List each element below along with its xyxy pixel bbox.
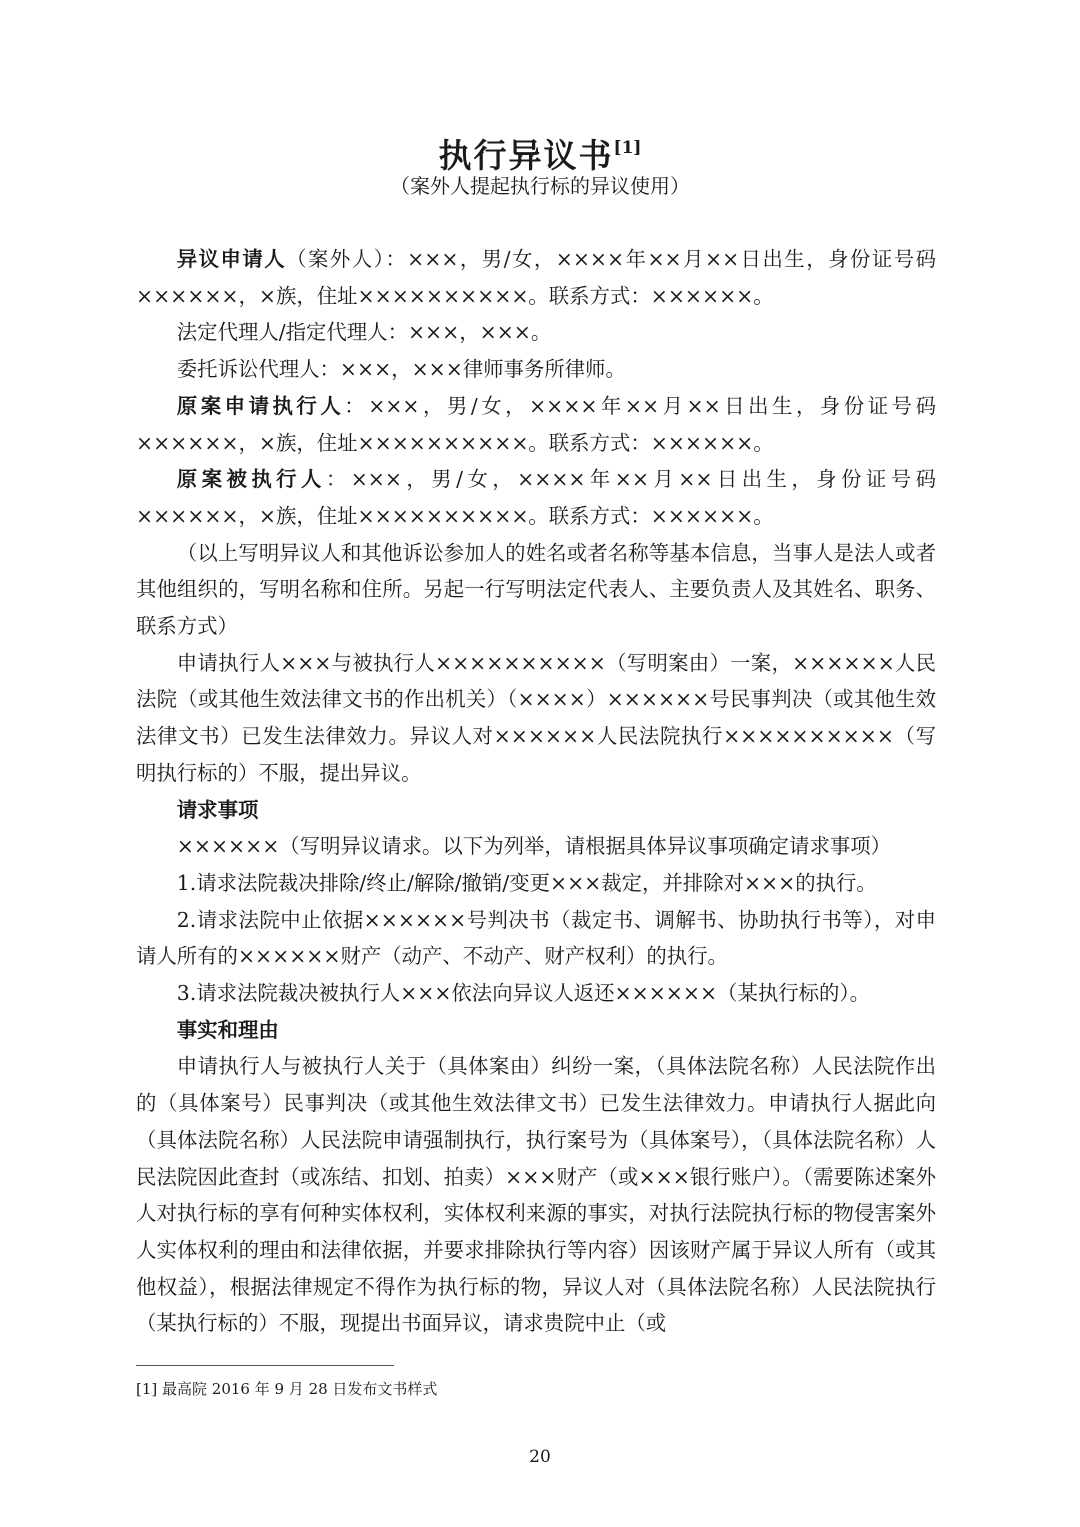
legal-representative-paragraph: 法定代理人/指定代理人：×××，×××。	[176, 320, 552, 345]
title-footnote-ref: [1]	[613, 138, 642, 158]
original-respondent-details: ：×××，男/女，××××年××月××日出生，身份证号码××××××，×族，住址××××××××××。联系方式：××××××。	[136, 467, 937, 528]
original-applicant-paragraph	[136, 388, 936, 461]
original-respondent-paragraph	[136, 461, 936, 534]
original-applicant-label: 原案申请执行人	[176, 393, 345, 418]
footnote: [1] 最高院 2016 年 9 月 28 日发布文书样式	[136, 1380, 438, 1398]
footnote-divider	[136, 1365, 394, 1366]
applicant-details: （案外人）：×××，男/女，××××年××月××日出生，身份证号码××××××，×族，住址××××××××××。联系方式：××××××。	[136, 247, 936, 308]
applicant-paragraph	[136, 241, 936, 314]
facts-paragraph: 申请执行人与被执行人关于（具体案由）纠纷一案，（具体法院名称）人民法院作出的（具体案号）民事判决（或其他生效法律文书）已发生法律效力。申请执行人据此向（具体法院名称）人民法院申请强制执行，执行案号为（具体案号），（具体法院名称）人民法院因此查封（或冻结、扣划、拍卖）×××财产（或×××银行账户）。（需要陈述案外人对执行标的享有何种实体权利，实体权利来源的事实，对执行法院执行标的物侵害案外人实体权利的理由和法律依据，并要求排除执行等内容）因该财产属于异议人所有（或其他权益），根据法律规定不得作为执行标的物，异议人对（具体法院名称）人民法院执行（某执行标的）不服，现提出书面异议，请求贵院中止（或	[136, 1054, 936, 1336]
applicant-label: 异议申请人	[176, 247, 287, 271]
requests-heading: 请求事项	[176, 797, 259, 822]
facts-heading: 事实和理由	[176, 1017, 279, 1042]
page-number: 20	[529, 1447, 551, 1467]
request-item-1: 1.请求法院裁决排除/终止/解除/撤销/变更×××裁定，并排除对×××的执行。	[176, 870, 877, 895]
case-intro-paragraph: 申请执行人×××与被执行人××××××××××（写明案由）一案，××××××人民法院（或其他生效法律文书的作出机关）（××××）××××××号民事判决（或其他生效法律文书）已发生法律效力。异议人对××××××人民法院执行××××××××××（写明执行标的）不服，提出异议。	[136, 650, 936, 785]
original-respondent-label: 原案被执行人	[176, 467, 326, 492]
document-body	[136, 241, 936, 1342]
requests-intro: ××××××（写明异议请求。以下为列举，请根据具体异议事项确定请求事项）	[176, 834, 892, 859]
original-applicant-details: ：×××，男/女，××××年××月××日出生，身份证号码××××××，×族，住址××××××××××。联系方式：××××××。	[136, 393, 936, 455]
party-info-note: （以上写明异议人和其他诉讼参加人的姓名或者名称等基本信息，当事人是法人或者其他组织的，写明名称和住所。另起一行写明法定代表人、主要负责人及其姓名、职务、联系方式）	[136, 540, 936, 639]
litigation-agent-paragraph: 委托诉讼代理人：×××，×××律师事务所律师。	[176, 357, 626, 382]
title-text: 执行异议书	[438, 136, 614, 175]
request-item-2: 2.请求法院中止依据××××××号判决书（裁定书、调解书、协助执行书等），对申请人所有的××××××财产（动产、不动产、财产权利）的执行。	[136, 907, 936, 969]
document-subtitle: （案外人提起执行标的异议使用）	[390, 174, 690, 198]
request-item-3: 3.请求法院裁决被执行人×××依法向异议人返还××××××（某执行标的）。	[176, 981, 870, 1006]
